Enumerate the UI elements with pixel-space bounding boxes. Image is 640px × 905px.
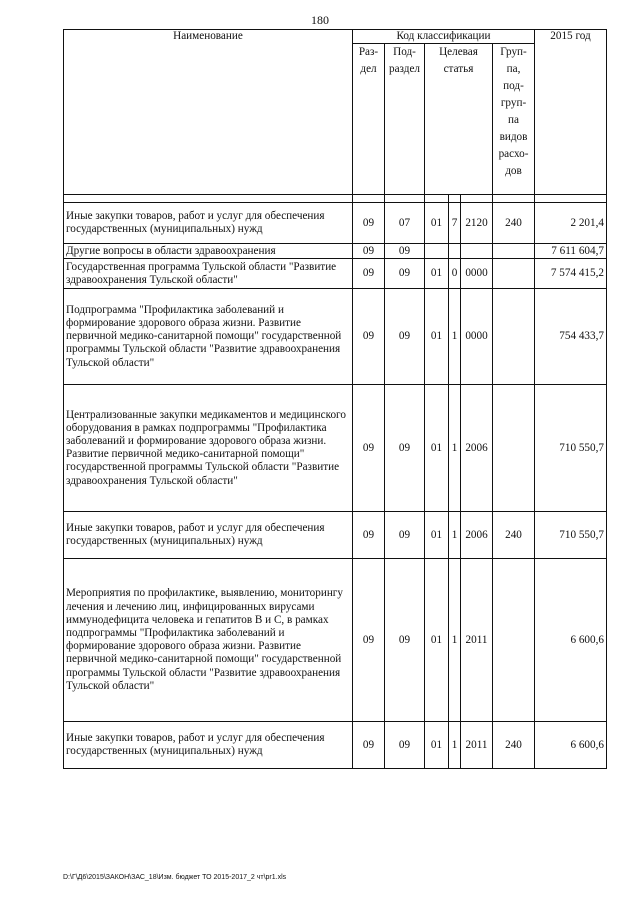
row-podrazdel: 09: [385, 289, 425, 385]
row-amount: 710 550,7: [535, 512, 607, 559]
row-name: Мероприятия по профилактике, выявлению, мониторингу лечения и лечению лиц, инфицированных вирусами иммунодефицита человека и гепатитов В и С, в рамках подпрограммы "Профилактика заболеваний и формирование здорового образа жизни. Развитие первичной медико-санитарной помощи" государственной программы Тульской области "Развитие здравоохранения Тульской области": [64, 559, 353, 722]
header-row-top: [64, 30, 607, 44]
row-podrazdel: 09: [385, 512, 425, 559]
row-target-program: 01: [425, 203, 449, 244]
table-row: [64, 244, 607, 259]
row-target-program: 01: [425, 722, 449, 769]
row-target-code: [461, 244, 493, 259]
table-row: [64, 259, 607, 289]
header-code-group: Код классификации: [353, 30, 535, 44]
row-target-subprogram: 1: [449, 289, 461, 385]
row-name: Иные закупки товаров, работ и услуг для обеспечения государственных (муниципальных) нужд: [64, 203, 353, 244]
table-row: [64, 722, 607, 769]
table-row: [64, 512, 607, 559]
file-path-footer: D:\Г\Д6\2015\ЗАКОН\ЗАС_18\Изм. бюджет ТО 2015-2017_2 чт\pr1.xls: [63, 874, 287, 881]
row-group: [493, 385, 535, 512]
row-podrazdel: 09: [385, 259, 425, 289]
row-target-subprogram: 1: [449, 512, 461, 559]
row-amount: 710 550,7: [535, 385, 607, 512]
row-podrazdel: 09: [385, 722, 425, 769]
header-razdel: Раз- дел: [353, 44, 385, 195]
row-name: Иные закупки товаров, работ и услуг для обеспечения государственных (муниципальных) нужд: [64, 722, 353, 769]
row-razdel: 09: [353, 289, 385, 385]
row-target-code: 2120: [461, 203, 493, 244]
row-target-subprogram: 1: [449, 559, 461, 722]
gap-row: [64, 195, 607, 203]
row-amount: 2 201,4: [535, 203, 607, 244]
row-amount: 7 611 604,7: [535, 244, 607, 259]
row-target-program: [425, 244, 449, 259]
row-target-subprogram: 1: [449, 722, 461, 769]
row-target-code: 2011: [461, 722, 493, 769]
row-razdel: 09: [353, 385, 385, 512]
budget-table: [63, 29, 607, 769]
row-target-subprogram: 1: [449, 385, 461, 512]
row-target-code: 2006: [461, 385, 493, 512]
row-target-subprogram: [449, 244, 461, 259]
row-group: [493, 244, 535, 259]
row-target-code: 0000: [461, 289, 493, 385]
row-razdel: 09: [353, 512, 385, 559]
page-number: 180: [311, 13, 329, 27]
header-podrazdel: Под- раздел: [385, 44, 425, 195]
table-row: [64, 385, 607, 512]
row-amount: 7 574 415,2: [535, 259, 607, 289]
table-row: [64, 203, 607, 244]
row-group: [493, 559, 535, 722]
header-group: Груп- па, под- груп- па видов расхо- дов: [493, 44, 535, 195]
header-year: 2015 год: [535, 30, 607, 195]
row-group: 240: [493, 203, 535, 244]
row-target-program: 01: [425, 559, 449, 722]
table-row: [64, 559, 607, 722]
row-name: Другие вопросы в области здравоохранения: [64, 244, 353, 259]
row-target-subprogram: 0: [449, 259, 461, 289]
row-group: [493, 259, 535, 289]
row-target-program: 01: [425, 259, 449, 289]
row-razdel: 09: [353, 259, 385, 289]
row-podrazdel: 09: [385, 559, 425, 722]
table-row: [64, 289, 607, 385]
row-target-program: 01: [425, 385, 449, 512]
row-amount: 754 433,7: [535, 289, 607, 385]
row-razdel: 09: [353, 559, 385, 722]
row-name: Государственная программа Тульской области "Развитие здравоохранения Тульской области": [64, 259, 353, 289]
row-amount: 6 600,6: [535, 559, 607, 722]
row-target-program: 01: [425, 289, 449, 385]
row-podrazdel: 09: [385, 244, 425, 259]
row-group: [493, 289, 535, 385]
row-target-program: 01: [425, 512, 449, 559]
row-target-subprogram: 7: [449, 203, 461, 244]
row-amount: 6 600,6: [535, 722, 607, 769]
header-name: Наименование: [64, 30, 353, 195]
row-target-code: 2011: [461, 559, 493, 722]
row-podrazdel: 07: [385, 203, 425, 244]
header-target: Целевая статья: [425, 44, 493, 195]
row-group: 240: [493, 722, 535, 769]
row-razdel: 09: [353, 203, 385, 244]
row-group: 240: [493, 512, 535, 559]
row-name: Иные закупки товаров, работ и услуг для обеспечения государственных (муниципальных) нужд: [64, 512, 353, 559]
row-target-code: 2006: [461, 512, 493, 559]
row-podrazdel: 09: [385, 385, 425, 512]
row-razdel: 09: [353, 244, 385, 259]
row-name: Централизованные закупки медикаментов и медицинского оборудования в рамках подпрограммы "Профилактика заболеваний и формирование здорового образа жизни. Развитие первичной медико-санитарной помощи" государственной программы Тульской области "Развитие здравоохранения Тульской области": [64, 385, 353, 512]
row-target-code: 0000: [461, 259, 493, 289]
row-razdel: 09: [353, 722, 385, 769]
row-name: Подпрограмма "Профилактика заболеваний и формирование здорового образа жизни. Развитие первичной медико-санитарной помощи" государственной программы Тульской области "Развитие здравоохранения Тульской области": [64, 289, 353, 385]
